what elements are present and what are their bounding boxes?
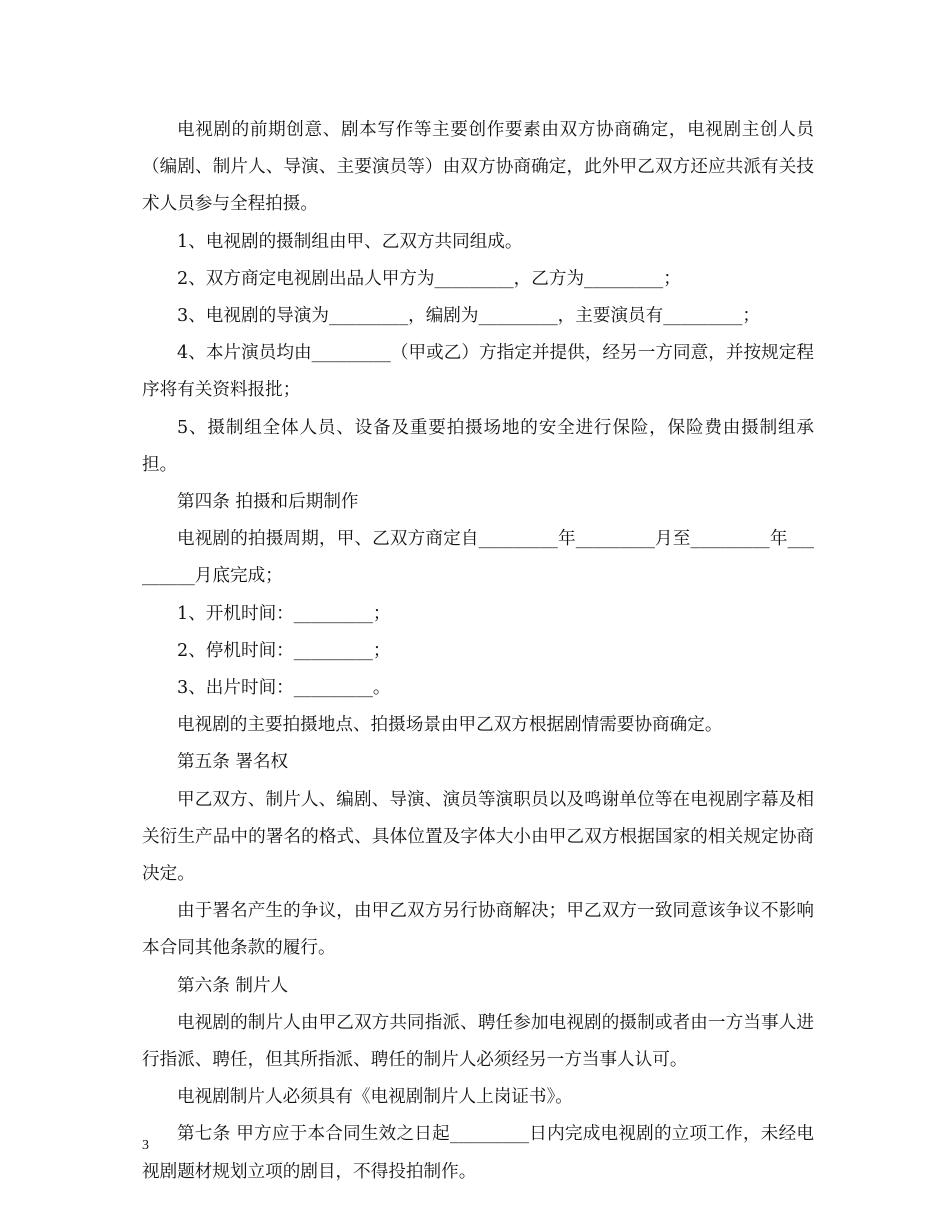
paragraph: 3、电视剧的导演为_________，编剧为_________，主要演员有_________； <box>177 306 760 327</box>
paragraph: 4、本片演员均由_________（甲或乙）方指定并提供，经另一方同意，并按规定程序将有关资料报批； <box>142 343 814 401</box>
page-number: 3 <box>142 1138 149 1153</box>
paragraph: 电视剧的前期创意、剧本写作等主要创作要素由双方协商确定，电视剧主创人员（编剧、制片人、导演、主要演员等）由双方协商确定，此外甲乙双方还应共派有关技术人员参与全程拍摄。 <box>142 120 814 215</box>
paragraph: 电视剧的主要拍摄地点、拍摄场景由甲乙双方根据剧情需要协商确定。 <box>177 715 723 736</box>
paragraph: 2、停机时间：_________； <box>177 640 391 661</box>
document-body <box>142 112 814 1191</box>
paragraph: 2、双方商定电视剧出品人甲方为_________，乙方为_________； <box>177 268 681 289</box>
paragraph: 甲乙双方、制片人、编剧、导演、演员等演职员以及鸣谢单位等在电视剧字幕及相关衍生产品中的署名的格式、具体位置及字体大小由甲乙双方根据国家的相关规定协商决定。 <box>142 789 814 885</box>
section-heading: 第五条 署名权 <box>177 752 289 773</box>
paragraph: 1、开机时间：_________； <box>177 603 391 624</box>
paragraph: 电视剧的拍摄周期，甲、乙双方商定自_________年_________月至_________年_________月底完成； <box>142 529 814 587</box>
paragraph: 1、电视剧的摄制组由甲、乙双方共同组成。 <box>177 231 523 252</box>
paragraph: 电视剧制片人必须具有《电视剧制片人上岗证书》。 <box>177 1087 573 1108</box>
paragraph: 电视剧的制片人由甲乙双方共同指派、聘任参加电视剧的摄制或者由一方当事人进行指派、聘任，但其所指派、聘任的制片人必须经另一方当事人认可。 <box>142 1012 814 1071</box>
paragraph: 5、摄制组全体人员、设备及重要拍摄场地的安全进行保险，保险费由摄制组承担。 <box>142 417 814 475</box>
paragraph: 3、出片时间：_________。 <box>177 678 391 699</box>
section-heading: 第六条 制片人 <box>177 975 289 996</box>
section-paragraph: 第七条 甲方应于本合同生效之日起_________日内完成电视剧的立项工作，未经电视剧题材规划立项的剧目，不得投拍制作。 <box>142 1124 814 1182</box>
paragraph: 由于署名产生的争议，由甲乙双方另行协商解决；甲乙双方一致同意该争议不影响本合同其他条款的履行。 <box>142 901 814 959</box>
section-heading: 第四条 拍摄和后期制作 <box>177 492 359 513</box>
